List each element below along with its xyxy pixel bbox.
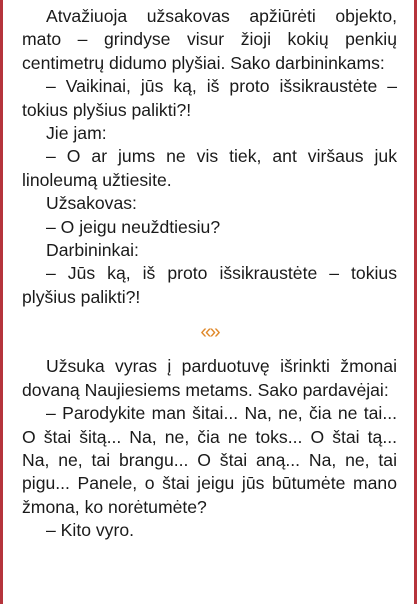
- paragraph: – O ar jums ne vis tiek, ant viršaus juk linoleumą užtiesite.: [22, 146, 397, 190]
- paragraph: Užsuka vyras į parduotuvę išrinkti žmonai dovaną Naujiesiems metams. Sako pardavėjai:: [22, 356, 397, 400]
- paragraph: – Kito vyro.: [46, 520, 135, 541]
- paragraph: Užsakovas:: [46, 193, 137, 214]
- section-divider-ornament: «»: [200, 321, 219, 344]
- paragraph: – Jūs ką, iš proto išsikraustėte – tokius plyšius palikti?!: [22, 263, 397, 307]
- joke-1: [22, 5, 397, 309]
- paragraph: Darbininkai:: [46, 240, 139, 261]
- paragraph: – Vaikinai, jūs ką, iš proto išsikraustėte – tokius plyšius palikti?!: [22, 76, 397, 120]
- joke-2: [22, 355, 397, 542]
- page-text: [22, 5, 397, 543]
- left-margin-rule: [0, 0, 3, 604]
- paragraph: Jie jam:: [46, 123, 107, 144]
- paragraph: – O jeigu neuždtiesiu?: [46, 216, 221, 237]
- paragraph: – Parodykite man šitai... Na, ne, čia ne tai... O štai šitą... Na, ne, čia ne toks... O štai tą... Na, ne, tai brangu... O štai aną... Na, ne, tai pigu... Panele, o štai jeigu jūs būtumėte mano žmona, ko norėtumėte?: [22, 403, 397, 517]
- paragraph: Atvažiuoja užsakovas apžiūrėti objekto, mato – grindyse visur žioji kokių penkių centimetrų didumo plyšiai. Sako darbininkams:: [22, 6, 397, 73]
